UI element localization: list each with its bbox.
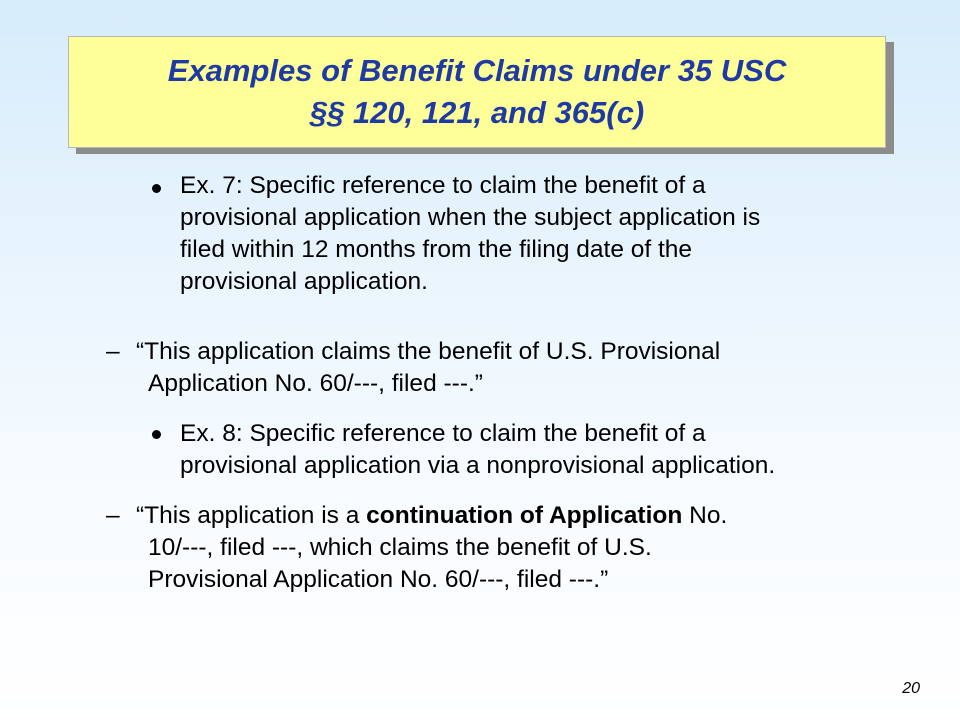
text-line: provisional application when the subject application is — [180, 204, 761, 231]
title-line-2: §§ 120, 121, and 365(c) — [309, 95, 645, 130]
title-line-1: Examples of Benefit Claims under 35 USC — [167, 53, 787, 88]
dash-marker: – — [106, 338, 120, 365]
text-run: No. — [682, 502, 728, 529]
text-line: Provisional Application No. 60/---, filed ---.” — [148, 566, 609, 593]
text-line: Application No. 60/---, filed ---.” — [148, 370, 483, 397]
text-line: “This application claims the benefit of U.S. Provisional — [136, 338, 721, 365]
bold-phrase: continuation of Application — [366, 502, 683, 529]
bullet-item-ex8 — [180, 418, 775, 482]
sub-item-ex8-quote — [136, 500, 727, 596]
text-line: Ex. 7: Specific reference to claim the benefit of a — [180, 172, 706, 199]
sub-item-ex7-quote — [136, 336, 720, 400]
text-line: filed within 12 months from the filing date of the — [180, 236, 693, 263]
bullet-icon — [150, 176, 164, 190]
text-line: provisional application via a nonprovisional application. — [180, 452, 776, 479]
text-line — [136, 500, 727, 532]
text-run: “This application is a — [136, 502, 367, 529]
text-line: Ex. 8: Specific reference to claim the benefit of a — [180, 420, 706, 447]
bullet-item-ex7 — [180, 170, 760, 298]
slide-title — [68, 36, 886, 148]
dash-marker: – — [106, 502, 120, 529]
text-line: provisional application. — [180, 268, 428, 295]
page-number: 20 — [902, 680, 920, 697]
bullet-icon — [150, 422, 164, 436]
text-line: 10/---, filed ---, which claims the benefit of U.S. — [148, 534, 652, 561]
